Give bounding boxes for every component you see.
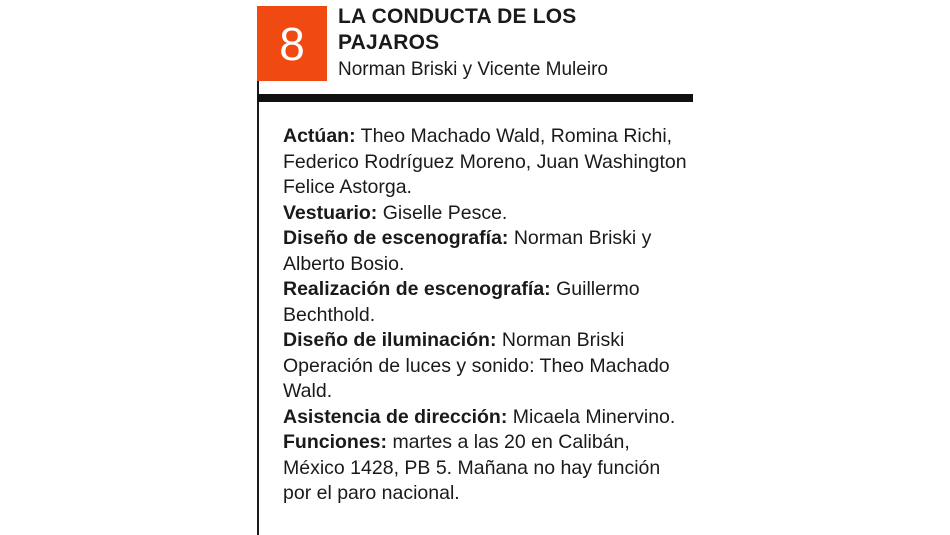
credit-text: Norman Briski Operación de luces y sonido: Theo Machado Wald. [283,329,670,402]
credit-label: Realización de escenografía: [283,278,551,300]
credit-label: Vestuario: [283,201,378,224]
show-authors: Norman Briski y Vicente Muleiro [338,59,608,80]
credit-assistant-director [283,405,693,431]
credit-label: Asistencia de dirección: [283,405,508,428]
left-divider [257,81,259,535]
rank-badge [257,6,327,81]
credit-label: Actúan: [283,125,356,147]
credit-label: Diseño de iluminación: [283,329,497,351]
credit-text: Micaela Minervino. [512,405,676,428]
credit-text: martes a las 20 en Calibán, México 1428, PB 5. Mañana no hay función por el paro nacional. [283,431,661,504]
header-divider [257,94,693,102]
show-title: LA CONDUCTA DE LOS PAJAROS [338,5,577,54]
credit-text: Guillermo Bechthold. [283,278,640,326]
credit-text: Theo Machado Wald, Romina Richi, Federico Rodríguez Moreno, Juan Washington Felice Astorga. [283,125,687,198]
rank-number: 8 [279,17,305,70]
credit-label: Diseño de escenografía: [283,227,509,249]
credit-showtimes [283,430,693,507]
credits-list [283,124,693,507]
credit-set-design [283,226,693,277]
credit-text: Norman Briski y Alberto Bosio. [283,227,652,275]
credit-lighting [283,328,693,405]
credit-text: Giselle Pesce. [382,201,508,224]
credit-set-construction [283,277,693,328]
credit-cast [283,124,693,201]
credit-label: Funciones: [283,431,388,453]
credit-costumes [283,201,693,227]
